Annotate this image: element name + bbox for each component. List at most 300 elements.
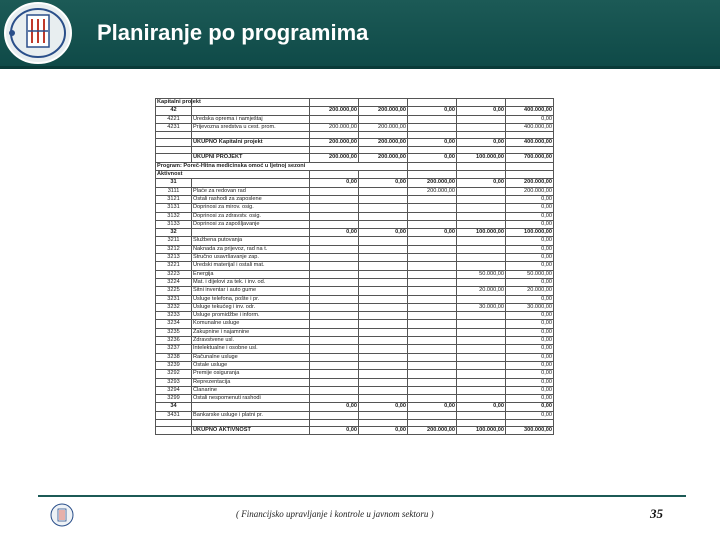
program-label: Program: Poreč-Hitna medicinska omoć u ljetnoj sezoni [156,162,408,170]
amount-cell: 400.000,00 [506,107,554,115]
amount-cell [310,312,359,320]
amount-cell [310,132,359,139]
amount-cell [457,361,506,369]
amount-cell: 0,00 [506,370,554,378]
amount-cell: 0,00 [506,395,554,403]
amount-cell: 0,00 [506,237,554,245]
table-row [156,395,554,403]
description-cell: UKUPNO Kapitalni projekt [192,139,310,147]
amount-cell: 0,00 [408,139,457,147]
amount-cell [359,361,408,369]
amount-cell [408,312,457,320]
account-code-cell: 3236 [156,337,192,345]
table-row [156,337,554,345]
amount-cell: 0,00 [506,320,554,328]
page-number: 35 [650,506,663,521]
account-code-cell [156,139,192,147]
amount-cell [457,419,506,426]
amount-cell [506,99,554,107]
amount-cell: 0,00 [506,115,554,123]
amount-cell [457,237,506,245]
amount-cell: 0,00 [506,245,554,253]
amount-cell: 200.000,00 [506,187,554,195]
description-cell: Premije osiguranja [192,370,310,378]
amount-cell [457,328,506,336]
amount-cell [310,345,359,353]
amount-cell: 0,00 [310,403,359,411]
amount-cell [359,395,408,403]
amount-cell: 0,00 [506,254,554,262]
amount-cell [310,395,359,403]
table-row [156,278,554,286]
amount-cell [408,337,457,345]
amount-cell: 0,00 [359,426,408,434]
amount-cell: 0,00 [506,328,554,336]
description-cell: Doprinosi za zdravstv. osig. [192,212,310,220]
account-code-cell: 3237 [156,345,192,353]
table-row [156,220,554,228]
amount-cell [457,115,506,123]
description-cell: Mat. i dijelovi za tek. i inv. od. [192,278,310,286]
table-row [156,426,554,434]
description-cell [192,107,310,115]
amount-cell [408,370,457,378]
header-divider [0,66,720,69]
account-code-cell: 31 [156,179,192,187]
amount-cell [359,147,408,154]
amount-cell: 50.000,00 [457,270,506,278]
amount-cell: 200.000,00 [359,123,408,131]
amount-cell [457,123,506,131]
amount-cell [310,278,359,286]
table-row [156,179,554,187]
amount-cell [408,270,457,278]
amount-cell [359,254,408,262]
amount-cell [457,99,506,107]
amount-cell [408,123,457,131]
university-seal-icon [2,1,74,65]
amount-cell: 400.000,00 [506,123,554,131]
amount-cell [359,312,408,320]
table-row [156,139,554,147]
amount-cell [310,320,359,328]
amount-cell: 0,00 [310,426,359,434]
description-cell: Sitni inventar i auto gume [192,287,310,295]
amount-cell [310,361,359,369]
amount-cell: 0,00 [457,139,506,147]
amount-cell: 0,00 [506,262,554,270]
amount-cell [310,147,359,154]
amount-cell [359,115,408,123]
amount-cell [310,303,359,311]
table-row [156,154,554,162]
description-cell [192,99,310,107]
amount-cell: 0,00 [506,212,554,220]
table-row [156,187,554,195]
account-code-cell: 3239 [156,361,192,369]
amount-cell: 0,00 [506,378,554,386]
amount-cell: 100.000,00 [457,229,506,237]
amount-cell [310,378,359,386]
amount-cell [310,270,359,278]
amount-cell [457,312,506,320]
table-row [156,353,554,361]
amount-cell [408,303,457,311]
table-row [156,99,554,107]
amount-cell [408,278,457,286]
account-code-cell: 3212 [156,245,192,253]
account-code-cell [156,426,192,434]
account-code-cell: 3223 [156,270,192,278]
amount-cell: 200.000,00 [408,187,457,195]
amount-cell: 0,00 [506,403,554,411]
description-cell: Ostale usluge [192,361,310,369]
amount-cell [359,278,408,286]
amount-cell [310,115,359,123]
footer-caption: ( Financijsko upravljanje i kontrole u javnom sektoru ) [236,509,434,519]
amount-cell [359,220,408,228]
amount-cell [457,345,506,353]
amount-cell [359,370,408,378]
amount-cell: 200.000,00 [408,179,457,187]
description-cell: Komunalne usluge [192,320,310,328]
amount-cell: 0,00 [359,403,408,411]
amount-cell [359,345,408,353]
amount-cell [359,287,408,295]
account-code-cell: 3224 [156,278,192,286]
amount-cell [408,237,457,245]
description-cell: Prijevozna sredstva u cest. prom. [192,123,310,131]
amount-cell: 0,00 [359,229,408,237]
amount-cell: 100.000,00 [506,229,554,237]
description-cell: Doprinosi za zapošljavanje [192,220,310,228]
table-row [156,254,554,262]
description-cell: Plaće za redovan rad [192,187,310,195]
account-code-cell: 3294 [156,386,192,394]
description-cell: Ostali rashodi za zaposlene [192,195,310,203]
amount-cell: 0,00 [408,403,457,411]
amount-cell [359,386,408,394]
amount-cell: 0,00 [408,229,457,237]
amount-cell [359,195,408,203]
account-code-cell: 3235 [156,328,192,336]
amount-cell [408,132,457,139]
description-cell: Računalne usluge [192,353,310,361]
description-cell: UKUPNI PROJEKT [192,154,310,162]
amount-cell: 30.000,00 [506,303,554,311]
amount-cell [457,195,506,203]
amount-cell [359,262,408,270]
amount-cell: 400.000,00 [506,139,554,147]
amount-cell [408,395,457,403]
amount-cell [310,204,359,212]
amount-cell [408,345,457,353]
amount-cell: 200.000,00 [506,179,554,187]
table-row [156,295,554,303]
amount-cell [457,370,506,378]
table-row [156,115,554,123]
amount-cell [408,361,457,369]
amount-cell [408,353,457,361]
table-row [156,303,554,311]
description-cell: Službena putovanja [192,237,310,245]
amount-cell [457,337,506,345]
amount-cell [408,204,457,212]
table-row [156,370,554,378]
amount-cell [310,295,359,303]
description-cell: Bankarske usluge i platni pr. [192,411,310,419]
description-cell [192,147,310,154]
amount-cell: 200.000,00 [359,139,408,147]
amount-cell: 0,00 [408,107,457,115]
footer-seal-icon [50,503,74,527]
amount-cell [359,411,408,419]
page-title: Planiranje po programima [97,20,369,45]
account-code-cell: 3225 [156,287,192,295]
amount-cell [457,411,506,419]
amount-cell: 100.000,00 [457,154,506,162]
amount-cell [310,220,359,228]
amount-cell: 700.000,00 [506,154,554,162]
amount-cell [408,328,457,336]
amount-cell [359,212,408,220]
amount-cell [310,254,359,262]
amount-cell: 0,00 [457,403,506,411]
table-row [156,378,554,386]
amount-cell: 300.000,00 [506,426,554,434]
amount-cell: 200.000,00 [310,154,359,162]
amount-cell [506,147,554,154]
amount-cell: 0,00 [506,345,554,353]
amount-cell [457,378,506,386]
amount-cell [457,386,506,394]
description-cell: Ostali nespomenuti rashodi [192,395,310,403]
amount-cell: 0,00 [310,179,359,187]
account-code-cell [156,132,192,139]
amount-cell [359,270,408,278]
amount-cell [359,99,408,107]
amount-cell [408,147,457,154]
amount-cell [310,370,359,378]
amount-cell [359,320,408,328]
footer-divider [38,495,686,497]
description-cell: Usluge tekućeg i inv. odr. [192,303,310,311]
amount-cell [457,204,506,212]
amount-cell [506,419,554,426]
amount-cell [408,419,457,426]
table-row [156,320,554,328]
amount-cell [310,411,359,419]
account-code-cell: 3292 [156,370,192,378]
account-code-cell: 4221 [156,115,192,123]
amount-cell: 30.000,00 [457,303,506,311]
amount-cell: 0,00 [506,361,554,369]
amount-cell [310,187,359,195]
amount-cell [359,132,408,139]
table-row [156,204,554,212]
amount-cell [310,328,359,336]
account-code-cell: 3234 [156,320,192,328]
amount-cell: 200.000,00 [310,123,359,131]
account-code-cell [156,419,192,426]
amount-cell: 200.000,00 [310,139,359,147]
table-row [156,386,554,394]
amount-cell [408,99,457,107]
description-cell: Zakupnine i najamnine [192,328,310,336]
amount-cell [359,187,408,195]
account-code-cell: 3213 [156,254,192,262]
description-cell: Usluge promidžbe i inform. [192,312,310,320]
account-code-cell: 32 [156,229,192,237]
amount-cell [457,187,506,195]
description-cell: Zdravstvene usl. [192,337,310,345]
amount-cell [310,195,359,203]
table-row [156,229,554,237]
aktivnost-label: Aktivnost [156,171,310,179]
table-row [156,262,554,270]
amount-cell [408,262,457,270]
account-code-cell: 3232 [156,303,192,311]
amount-cell [457,262,506,270]
amount-cell: 0,00 [506,278,554,286]
amount-cell: 0,00 [506,353,554,361]
amount-cell [457,212,506,220]
description-cell: UKUPNO AKTIVNOST [192,426,310,434]
amount-cell [457,320,506,328]
account-code-cell: 3231 [156,295,192,303]
table-row [156,345,554,353]
account-code-cell: 3111 [156,187,192,195]
amount-cell [408,115,457,123]
amount-cell [359,245,408,253]
table-row [156,123,554,131]
amount-cell: 0,00 [506,204,554,212]
amount-cell: 0,00 [457,179,506,187]
amount-cell [457,245,506,253]
amount-cell [359,353,408,361]
amount-cell: 0,00 [506,195,554,203]
amount-cell [457,295,506,303]
account-code-cell: 3211 [156,237,192,245]
budget-table [155,98,554,435]
description-cell: Uredska oprema i namještaj [192,115,310,123]
table-row [156,270,554,278]
amount-cell [457,220,506,228]
description-cell: Uredski materijal i ostali mat. [192,262,310,270]
table-row [156,212,554,220]
amount-cell [408,320,457,328]
amount-cell [408,287,457,295]
amount-cell [359,303,408,311]
amount-cell: 0,00 [506,386,554,394]
account-code-cell: 42 [156,107,192,115]
account-code-cell: 3132 [156,212,192,220]
amount-cell [457,353,506,361]
account-code-cell [156,154,192,162]
amount-cell: 0,00 [506,295,554,303]
description-cell [192,229,310,237]
table-row [156,107,554,115]
table-row [156,195,554,203]
description-cell: Doprinosi za mirov. osig. [192,204,310,212]
amount-cell: 0,00 [506,411,554,419]
amount-cell [408,295,457,303]
amount-cell: 200.000,00 [310,107,359,115]
amount-cell: 20.000,00 [506,287,554,295]
table-row [156,132,554,139]
amount-cell: 200.000,00 [359,154,408,162]
amount-cell: 0,00 [310,229,359,237]
description-cell [192,419,310,426]
amount-cell: 200.000,00 [359,107,408,115]
description-cell: Energija [192,270,310,278]
amount-cell [457,147,506,154]
account-code-cell: 3221 [156,262,192,270]
amount-cell: 0,00 [506,220,554,228]
account-code-cell: 3121 [156,195,192,203]
amount-cell [310,237,359,245]
description-cell [192,403,310,411]
description-cell: Usluge telefona, pošte i pr. [192,295,310,303]
account-code-cell: 3299 [156,395,192,403]
description-cell: Reprezentacija [192,378,310,386]
table-row [156,361,554,369]
amount-cell [457,278,506,286]
table-row [156,312,554,320]
account-code-cell: 3293 [156,378,192,386]
description-cell [192,132,310,139]
amount-cell [310,337,359,345]
amount-cell [310,419,359,426]
amount-cell [457,395,506,403]
amount-cell [310,212,359,220]
table-row [156,411,554,419]
table-row [156,328,554,336]
account-code-cell: Kapitalni projekt [157,99,201,105]
amount-cell: 100.000,00 [457,426,506,434]
amount-cell [359,337,408,345]
description-cell [192,179,310,187]
account-code-cell: 3233 [156,312,192,320]
amount-cell: 0,00 [408,154,457,162]
account-code-cell: 3131 [156,204,192,212]
amount-cell: 0,00 [506,312,554,320]
description-cell: Intelektualne i osobne usl. [192,345,310,353]
amount-cell: 200.000,00 [408,426,457,434]
amount-cell [359,378,408,386]
amount-cell [408,220,457,228]
account-code-cell: 34 [156,403,192,411]
description-cell: Naknada za prijevoz, rad na t. [192,245,310,253]
account-code-cell: 4231 [156,123,192,131]
amount-cell [506,132,554,139]
amount-cell [310,262,359,270]
amount-cell [408,245,457,253]
amount-cell [310,245,359,253]
amount-cell [310,353,359,361]
amount-cell [457,132,506,139]
amount-cell [359,204,408,212]
amount-cell: 0,00 [506,337,554,345]
amount-cell [408,195,457,203]
amount-cell: 20.000,00 [457,287,506,295]
amount-cell [457,254,506,262]
amount-cell [310,386,359,394]
amount-cell [359,419,408,426]
table-row [156,147,554,154]
description-cell: Stručno usavršavanje zap. [192,254,310,262]
amount-cell [359,295,408,303]
